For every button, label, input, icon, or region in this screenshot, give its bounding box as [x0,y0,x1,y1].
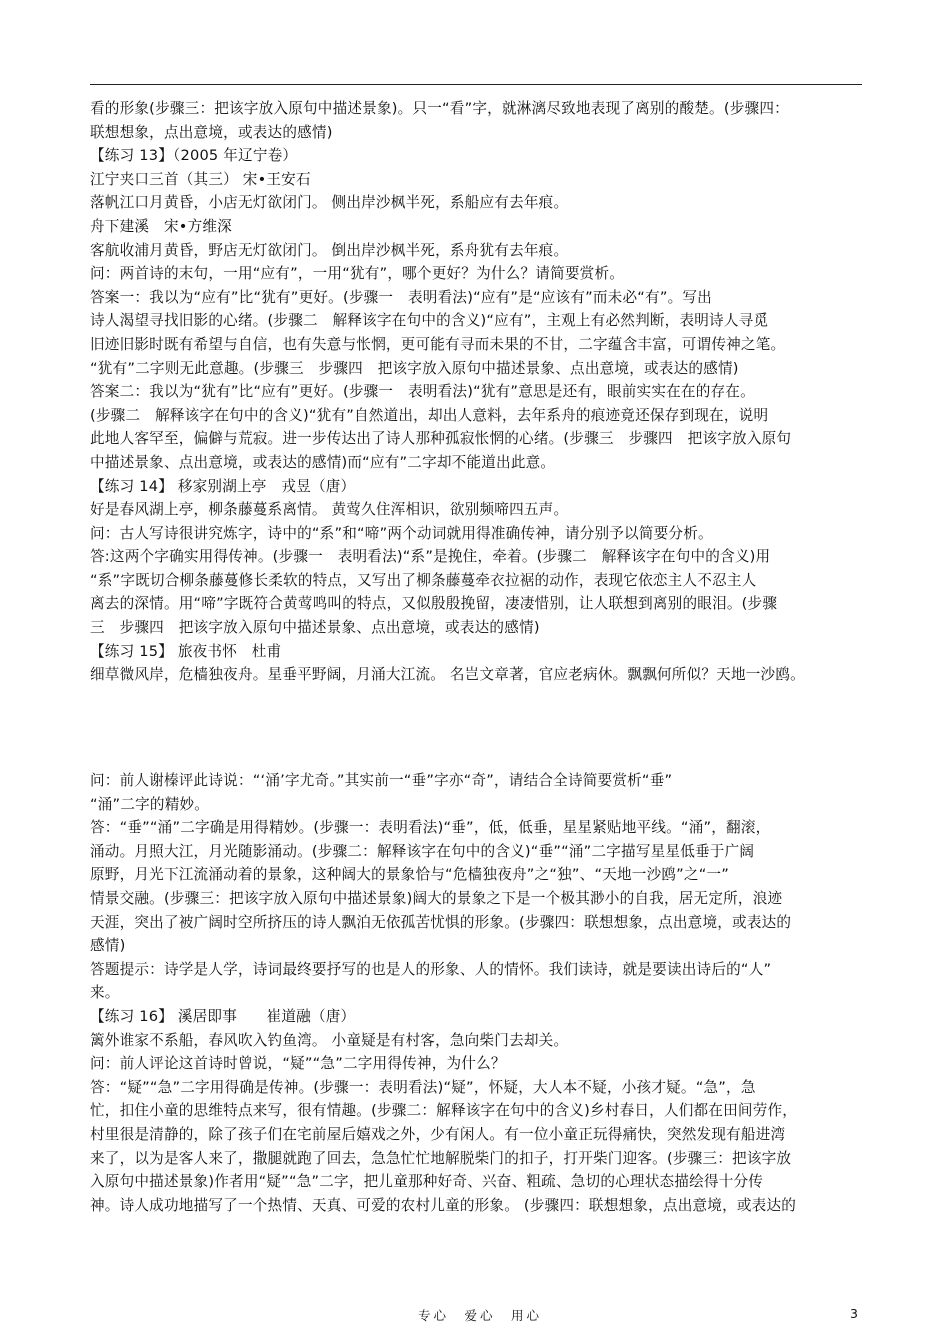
page-number: 3 [850,1306,858,1321]
text-line: 答:这两个字确实用得传神。(步骤一 表明看法)“系”是挽住，牵着。(步骤二 解释该字在句中的含义)用 [90,548,771,566]
text-line: 客航收浦月黄昏，野店无灯欲闭门。 倒出岸沙枫半死，系舟犹有去年痕。 [90,241,569,259]
text-line: (步骤二 解释该字在句中的含义)“犹有”自然道出，却出人意料，去年系舟的痕迹竟还保存到现在，说明 [90,406,769,424]
text-block-upper [90,97,865,687]
text-line: 好是春风湖上亭，柳条藤蔓系离情。 黄莺久住浑相识，欲别频啼四五声。 [90,501,569,519]
text-line: 三 步骤四 把该字放入原句中描述景象、点出意境，或表达的感情) [90,619,540,637]
text-line: 此地人客罕至，偏僻与荒寂。进一步传达出了诗人那种孤寂怅惘的心绪。(步骤三 步骤四 把该字放入原句 [90,430,792,448]
text-line: 来了，以为是客人来了，撒腿就跑了回去，急急忙忙地解脱柴门的扣子，打开柴门迎客。(步骤三：把该字放 [90,1149,792,1167]
text-line: 忙，扣住小童的思维特点来写，很有情趣。(步骤二：解释该字在句中的含义)乡村春日，人们都在田间劳作， [90,1102,798,1120]
text-line: “犹有”二字则无此意趣。(步骤三 步骤四 把该字放入原句中描述景象、点出意境，或表达的感情) [90,359,739,377]
text-line: 答：“垂”“涌”二字确是用得精妙。(步骤一：表明看法)“垂”，低，低垂，星星紧贴地平线。“涌”，翻滚， [90,819,771,837]
text-line: 答：“疑”“急”二字用得确是传神。(步骤一：表明看法)“疑”，怀疑，大人本不疑，小孩才疑。“急”，急 [90,1078,756,1096]
text-line: “涌”二字的精妙。 [90,795,210,813]
text-line: 细草微风岸，危樯独夜舟。星垂平野阔，月涌大江流。 名岂文章著，官应老病休。飘飘何所似？天地一沙鸥。 [90,666,805,684]
text-line: 答案二：我以为“犹有”比“应有”更好。(步骤一 表明看法)“犹有”意思是还有，眼前实实在在的存在。 [90,383,755,401]
text-line: 答题提示：诗学是人学，诗词最终要抒写的也是人的形象、人的情怀。我们读诗，就是要读出诗后的“人” [90,960,772,978]
text-line: “系”字既切合柳条藤蔓修长柔软的特点，又写出了柳条藤蔓牵衣拉裾的动作，表现它依恋主人不忍主人 [90,571,757,589]
text-line: 【练习 14】 移家别湖上亭 戎昱（唐） [90,477,356,495]
text-line: 天涯，突出了被广阔时空所挤压的诗人飘泊无依孤苦忧惧的形象。(步骤四：联想想象，点出意境，或表达的 [90,913,792,931]
footer-motto: 专心 爱心 用心 [418,1308,543,1323]
text-line: 舟下建溪 宋•方维深 [90,217,232,235]
text-line: 神。诗人成功地描写了一个热情、天真、可爱的农村儿童的形象。 (步骤四：联想想象，点出意境，或表达的 [90,1196,797,1214]
header-rule [90,84,862,85]
text-line: 问：前人评论这首诗时曾说，“疑”“急”二字用得传神，为什么？ [90,1055,506,1073]
text-line: 【练习 13】（2005 年辽宁卷） [90,147,298,165]
text-line: 篱外谁家不系船，春风吹入钓鱼湾。 小童疑是有村客，急向柴门去却关。 [90,1031,569,1049]
text-line: 入原句中描述景象)作者用“疑”“急”二字，把儿童那种好奇、兴奋、粗疏、急切的心理状态描绘得十分传 [90,1173,764,1191]
text-line: 旧迹旧影时既有希望与自信，也有失意与怅惘，更可能有寻而未果的不甘，二字蕴含丰富，可谓传神之笔。 [90,335,786,353]
text-line: 中描述景象、点出意境，或表达的感情)而“应有”二字却不能道出此意。 [90,453,556,471]
text-line: 离去的深情。用“啼”字既符合黄莺鸣叫的特点，又似殷殷挽留，凄凄惜别，让人联想到离别的眼泪。(步骤 [90,595,778,613]
text-line: 情景交融。(步骤三：把该字放入原句中描述景象)阔大的景象之下是一个极其渺小的自我，居无定所，浪迹 [90,889,783,907]
text-line: 诗人渴望寻找旧影的心绪。(步骤二 解释该字在句中的含义)“应有”，主观上有必然判断，表明诗人寻觅 [90,312,769,330]
text-line: 【练习 16】 溪居即事 崔道融（唐） [90,1007,356,1025]
text-line: 落帆江口月黄昏，小店无灯欲闭门。 侧出岸沙枫半死，系船应有去年痕。 [90,194,569,212]
text-line: 联想想象，点出意境，或表达的感情) [90,123,333,141]
text-line: 感情) [90,937,126,955]
text-line: 村里很是清静的，除了孩子们在宅前屋后嬉戏之外，少有闲人。有一位小童正玩得痛快，突然发现有船进湾 [90,1125,786,1143]
text-line: 涌动。月照大江，月光随影涌动。(步骤二：解释该字在句中的含义)“垂”“涌”二字描写星星低垂于广阔 [90,842,755,860]
text-line: 答案一：我以为“应有”比“犹有”更好。(步骤一 表明看法)“应有”是“应该有”而未必“有”。写出 [90,288,712,306]
text-line: 问：两首诗的末句，一用“应有”，一用“犹有”，哪个更好？为什么？请简要赏析。 [90,265,625,283]
text-line: 江宁夹口三首（其三） 宋•王安石 [90,170,311,188]
text-line: 看的形象(步骤三：把该字放入原句中描述景象)。只一“看”字，就淋漓尽致地表现了离别的酸楚。(步骤四： [90,100,789,117]
text-line: 问：前人谢榛评此诗说：“‘涌’字尤奇。”其实前一“垂”字亦“奇”，请结合全诗简要赏析“垂” [90,772,673,789]
text-block-lower [90,769,865,1217]
text-line: 来。 [90,984,120,1002]
text-line: 问：古人写诗很讲究炼字，诗中的“系”和“啼”两个动词就用得准确传神，请分别予以简要分析。 [90,524,713,542]
text-line: 原野，月光下江流涌动着的景象，这种阔大的景象恰与“危樯独夜舟”之“独”、“天地一沙鸥”之“一” [90,866,730,884]
text-line: 【练习 15】 旅夜书怀 杜甫 [90,642,282,660]
